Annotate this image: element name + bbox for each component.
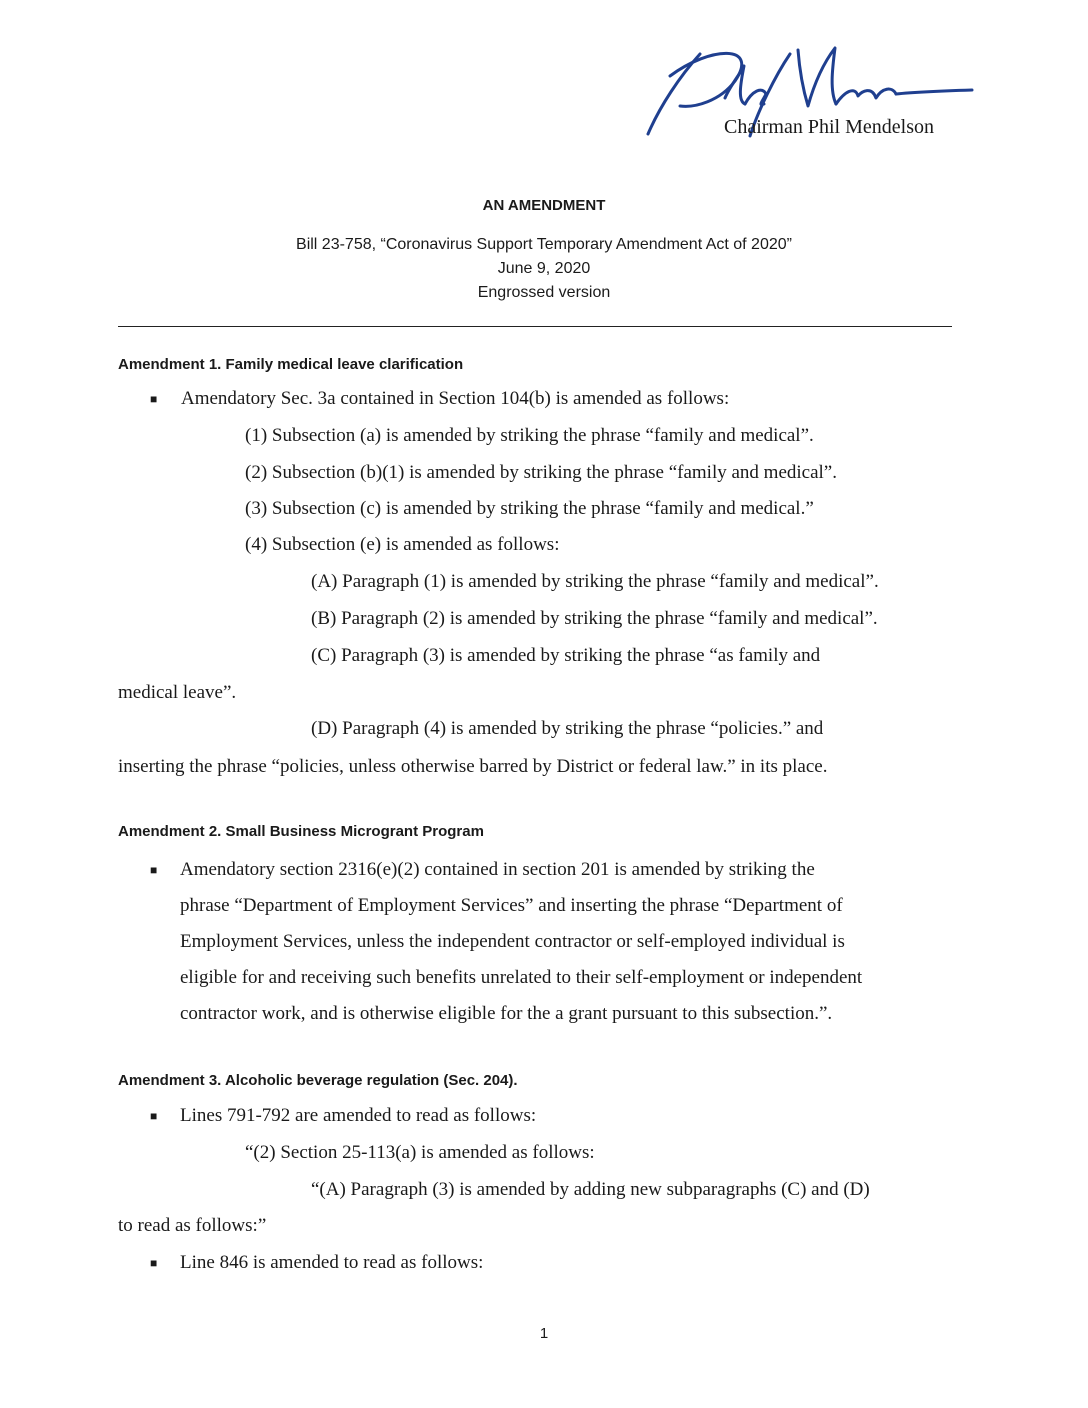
amendment-1-subitem: (D) Paragraph (4) is amended by striking the phrase “policies.” and bbox=[311, 718, 824, 739]
amendment-3-bullet: Lines 791-792 are amended to read as follows: bbox=[180, 1105, 537, 1126]
amendment-1-subitem: (B) Paragraph (2) is amended by striking the phrase “family and medical”. bbox=[311, 608, 878, 629]
header-divider bbox=[118, 326, 952, 327]
document-version: Engrossed version bbox=[477, 284, 611, 301]
amendment-2-line: Employment Services, unless the independent contractor or self-employed individual is bbox=[180, 931, 845, 952]
bill-title: Bill 23-758, “Coronavirus Support Temporary Amendment Act of 2020” bbox=[296, 236, 792, 253]
amendment-2-heading: Amendment 2. Small Business Microgrant Program bbox=[118, 823, 484, 840]
amendment-1-heading: Amendment 1. Family medical leave clarification bbox=[118, 356, 464, 373]
amendment-2-line: Amendatory section 2316(e)(2) contained in section 201 is amended by striking the bbox=[180, 859, 815, 880]
amendment-2-line: phrase “Department of Employment Services” and inserting the phrase “Department of bbox=[180, 895, 843, 916]
amendment-1-subitem: (C) Paragraph (3) is amended by striking the phrase “as family and bbox=[311, 645, 821, 666]
bullet-icon: ■ bbox=[150, 1256, 158, 1270]
bullet-icon: ■ bbox=[150, 863, 158, 877]
amendment-3-quote-cont: to read as follows:” bbox=[118, 1215, 267, 1236]
amendment-3-quote: “(2) Section 25-113(a) is amended as follows: bbox=[245, 1142, 595, 1163]
amendment-1-subitem-cont: inserting the phrase “policies, unless otherwise barred by District or federal law.” in its place. bbox=[118, 756, 828, 777]
amendment-1-item: (4) Subsection (e) is amended as follows: bbox=[245, 534, 560, 555]
bullet-icon: ■ bbox=[150, 1109, 158, 1123]
amendment-1-bullet: Amendatory Sec. 3a contained in Section 104(b) is amended as follows: bbox=[181, 388, 730, 409]
page-number: 1 bbox=[539, 1325, 549, 1342]
amendment-1-item: (3) Subsection (c) is amended by striking the phrase “family and medical.” bbox=[245, 498, 814, 519]
amendment-1-item: (1) Subsection (a) is amended by striking the phrase “family and medical”. bbox=[245, 425, 814, 446]
document-title: AN AMENDMENT bbox=[482, 197, 606, 214]
amendment-1-subitem-cont: medical leave”. bbox=[118, 682, 237, 703]
document-date: June 9, 2020 bbox=[497, 260, 591, 277]
amendment-2-line: contractor work, and is otherwise eligible for the a grant pursuant to this subsection.”. bbox=[180, 1003, 833, 1024]
bullet-icon: ■ bbox=[150, 392, 158, 406]
amendment-2-line: eligible for and receiving such benefits unrelated to their self-employment or independent bbox=[180, 967, 863, 988]
amendment-1-item: (2) Subsection (b)(1) is amended by striking the phrase “family and medical”. bbox=[245, 462, 837, 483]
amendment-3-heading: Amendment 3. Alcoholic beverage regulation (Sec. 204). bbox=[118, 1072, 518, 1089]
signer-name: Chairman Phil Mendelson bbox=[724, 116, 934, 138]
amendment-1-subitem: (A) Paragraph (1) is amended by striking the phrase “family and medical”. bbox=[311, 571, 879, 592]
amendment-3-bullet: Line 846 is amended to read as follows: bbox=[180, 1252, 484, 1273]
amendment-3-quote: “(A) Paragraph (3) is amended by adding new subparagraphs (C) and (D) bbox=[311, 1179, 870, 1200]
